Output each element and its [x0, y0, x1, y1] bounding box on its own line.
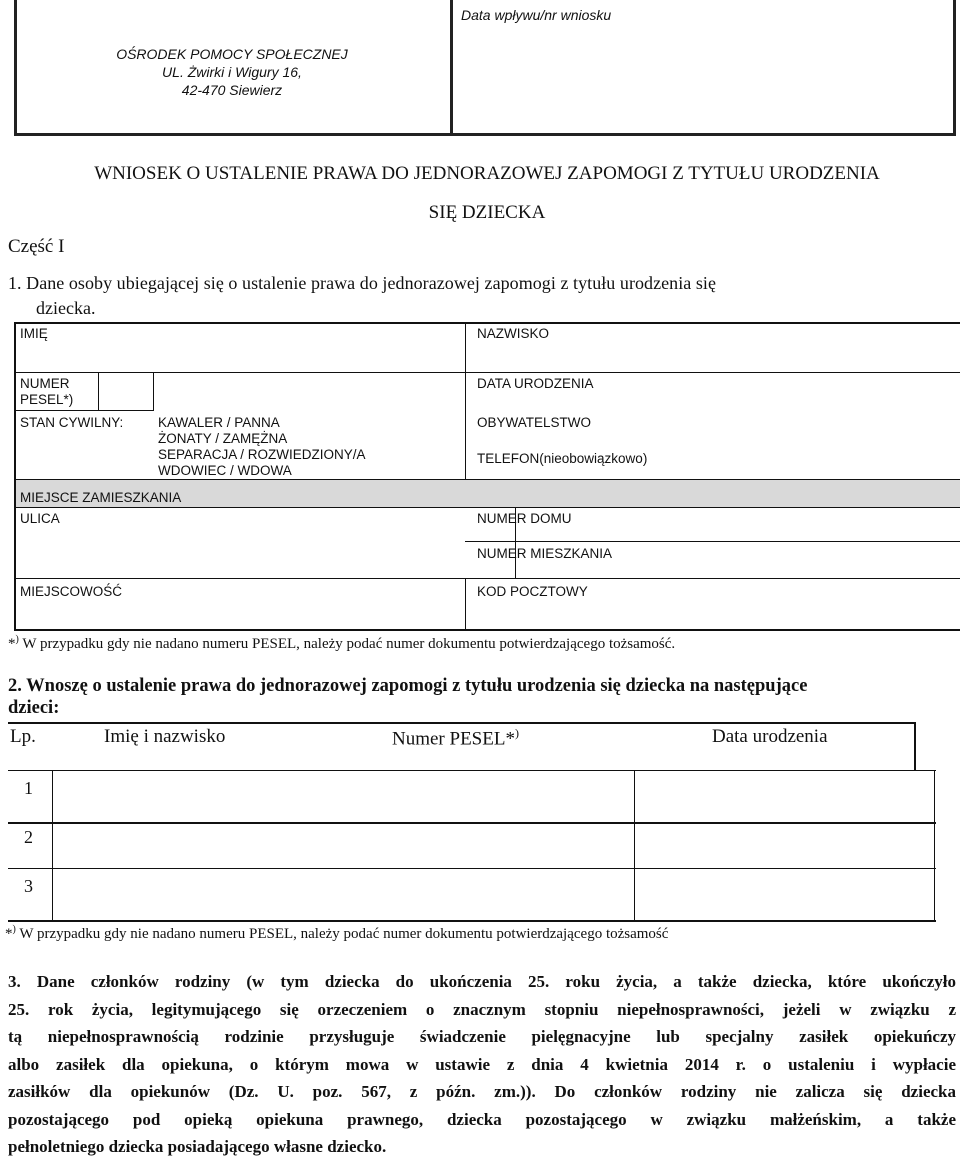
section2-heading: 2. Wnoszę o ustalenie prawa do jednorazowej zapomogi z tytułu urodzenia się dziecka na następujące: [8, 676, 808, 696]
table1-top-border: [14, 322, 960, 324]
street-label: ULICA: [20, 511, 60, 526]
section2-footnote: [5, 924, 668, 943]
pesel-box-line: [153, 372, 154, 410]
section3-line: albo zasiłek dla opiekuna, o którym mowa w ustawie z dnia 4 kwietnia 2014 r. o ustaleniu i wypłacie: [8, 1054, 956, 1074]
section3-line: 3. Dane członków rodziny (w tym dziecka do ukończenia 25. roku życia, a także dziecka, które ukończyło: [8, 972, 956, 991]
table1-bottom-border: [14, 629, 960, 631]
table2-col-line: [52, 770, 53, 921]
civil-status-options: [158, 415, 366, 479]
column-header-name: Imię i nazwisko: [104, 726, 226, 747]
section1-heading-line2: dziecka.: [36, 298, 96, 318]
table1-left-border: [14, 322, 16, 630]
row-number: 2: [24, 827, 33, 847]
section3-line: pełnoletniego dziecka posiadającego własne dziecko.: [8, 1137, 387, 1156]
part-label: Część I: [8, 236, 65, 257]
column-header-pesel-text: Numer PESEL*: [392, 728, 515, 750]
receipt-field-label: Data wpływu/nr wniosku: [461, 7, 612, 23]
form-title-line2: SIĘ DZIECKA: [428, 202, 546, 223]
pesel-label-line2: PESEL*): [20, 392, 74, 407]
table2-row-line: [8, 822, 936, 824]
table2-col-line: [934, 770, 935, 921]
first-name-label: IMIĘ: [20, 326, 48, 341]
table2-row-line: [8, 868, 936, 869]
table1-col-line: [465, 578, 466, 629]
footnote-text: W przypadku gdy nie nadano numeru PESEL, należy podać numer dokumentu potwierdzającego tożsamość.: [18, 636, 676, 652]
civil-option[interactable]: KAWALER / PANNA: [158, 415, 280, 430]
office-name: OŚRODEK POMOCY SPOŁECZNEJ: [116, 46, 348, 62]
row-number: 1: [24, 778, 33, 798]
office-address: [14, 45, 450, 99]
footnote-sup: ): [15, 634, 19, 645]
column-header-lp: Lp.: [10, 726, 36, 747]
section3-paragraph: [8, 968, 956, 1161]
civil-status-label: STAN CYWILNY:: [20, 415, 124, 430]
row-number: 3: [24, 876, 33, 896]
section3-line: pozostającego pod opieką opiekuna prawnego, dziecka pozostającego w związku małżeńskim, a także: [8, 1109, 956, 1129]
pesel-box-line: [14, 410, 154, 411]
section3-line: tą niepełnosprawnością rodzinie przysługuje świadczenie pielęgnacyjne lub specjalny zasiłek opiekuńczy: [8, 1027, 956, 1046]
table2-row-line: [8, 770, 936, 771]
table2-top-border: [8, 722, 915, 724]
city-label: MIEJSCOWOŚĆ: [20, 584, 123, 599]
pesel-box-line: [98, 372, 99, 410]
footnote-mark: *: [8, 636, 16, 652]
phone-label: TELEFON(nieobowiązkowo): [477, 451, 648, 466]
table2-right-border: [914, 722, 916, 770]
footnote-text: W przypadku gdy nie nadano numeru PESEL, należy podać numer dokumentu potwierdzającego tożsamość: [15, 926, 669, 942]
table1-row-line: [14, 578, 960, 579]
last-name-label: NAZWISKO: [477, 326, 550, 341]
footnote-mark: *: [5, 926, 13, 942]
civil-option[interactable]: SEPARACJA / ROZWIEDZIONY/A: [158, 447, 366, 462]
office-city: 42-470 Siewierz: [181, 82, 283, 98]
table1-row-line: [14, 372, 960, 373]
birth-date-label: DATA URODZENIA: [477, 376, 594, 391]
civil-option[interactable]: ŻONATY / ZAMĘŻNA: [158, 431, 288, 446]
header-divider: [450, 0, 453, 133]
citizenship-label: OBYWATELSTWO: [477, 415, 592, 430]
footnote-sup: ): [12, 924, 16, 935]
table1-row-line: [465, 541, 960, 542]
table2-row-line: [8, 920, 936, 922]
table1-row-line: [14, 507, 960, 508]
form-title: WNIOSEK O USTALENIE PRAWA DO JEDNORAZOWEJ ZAPOMOGI Z TYTUŁU URODZENIA: [94, 163, 880, 184]
section2-heading-line2: dzieci:: [8, 698, 60, 718]
section1-heading: 1. Dane osoby ubiegającej się o ustalenie prawa do jednorazowej zapomogi z tytułu urodzenia się: [8, 273, 717, 293]
table2-col-line: [634, 770, 635, 921]
pesel-sup: ): [514, 726, 519, 740]
civil-option[interactable]: WDOWIEC / WDOWA: [158, 463, 292, 478]
postal-code-label: KOD POCZTOWY: [477, 584, 588, 599]
section3-line: zasiłków dla opiekunów (Dz. U. poz. 567, z późn. zm.)). Do członków rodziny nie zalicza się dziecka: [8, 1082, 956, 1101]
office-street: UL. Żwirki i Wigury 16,: [162, 64, 302, 80]
house-number-label: NUMER DOMU: [477, 511, 572, 526]
column-header-birth-date: Data urodzenia: [712, 726, 828, 747]
residence-label: MIEJSCE ZAMIESZKANIA: [20, 490, 182, 505]
apartment-number-label: NUMER MIESZKANIA: [477, 546, 613, 561]
table1-col-line: [465, 322, 466, 479]
table1-row-line: [14, 479, 960, 480]
pesel-label: NUMER: [20, 376, 70, 391]
column-header-pesel: [392, 726, 519, 750]
section3-line: 25. rok życia, legitymującego się orzeczeniem o znacznym stopniu niepełnosprawności, jeżeli w związku z: [8, 999, 956, 1019]
section1-footnote: [8, 634, 675, 653]
